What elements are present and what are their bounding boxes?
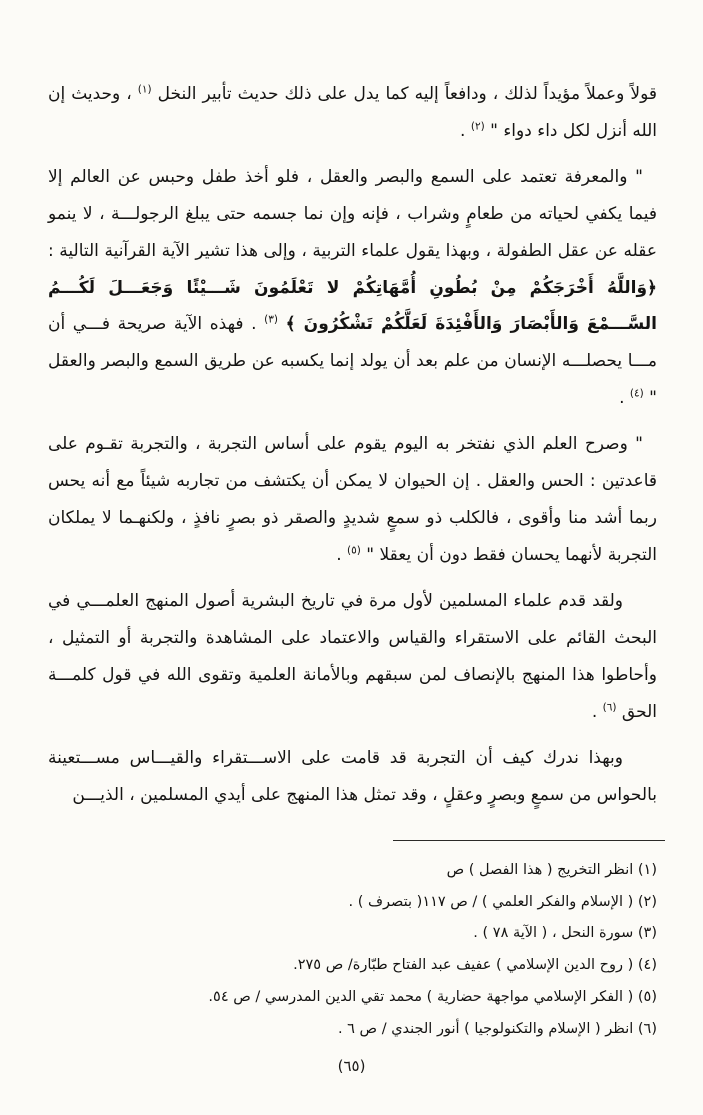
- footnote-ref: (٣): [264, 313, 278, 326]
- footnote-item: (٢) ( الإسلام والفكر العلمي ) / ص ١١٧( بتصرف ) .: [348, 893, 657, 910]
- footnote-ref: (٢): [470, 120, 485, 133]
- paragraph-2-before-verse: " والمعرفة تعتمد على السمع والبصر والعقل ، فلو أخذ طفل وحبس عن العالم إلا فيما يكفي لحياته من طعامٍ وشراب ، فإنه وإن نما جسمه حتى يبلغ الرجولـــة ، لا ينمو عقله عن عقل الطفولة ، وبهذا يقول علماء التربية ، وإلى هذا تشير الآية القرآنية التالية :: [48, 167, 657, 261]
- footnote-item: (١) انظر التخريج ( هذا الفصل ) ص: [446, 861, 657, 878]
- quran-verse: ﴿وَاللَّهُ أَخْرَجَكُمْ مِنْ بُطُونِ أُمَّهَاتِكُمْ لا تَعْلَمُونَ شَـــيْئًا وَجَعَـــلَ لَكُـــمُ السَّـــمْعَ وَالأَبْصَارَ وَالأَفْئِدَةَ لَعَلَّكُمْ تَشْكُرُونَ ﴾: [48, 277, 657, 335]
- footnote-ref: (٥): [347, 543, 361, 556]
- footnote-ref: (١): [137, 83, 152, 96]
- footnote-item: (٣) سورة النحل ، ( الآية ٧٨ ) .: [473, 925, 657, 942]
- footnote-ref: (٦): [602, 700, 617, 713]
- paragraph-2: [48, 159, 657, 416]
- page-number: (٦٥): [337, 1057, 366, 1075]
- paragraph-3: " وصرح العلم الذي نفتخر به اليوم يقوم على أساس التجربة ، والتجربة تقـوم على قاعدتين : الحس والعقل . إن الحيوان لا يمكن أن يكتشف من تجاربه شيئاً مع أنه يحس ربما أشد منا وأقوى ، فالكلب ذو سمعٍ شديدٍ والصقر ذو بصرٍ نافذٍ ، ولكنهـما لا يملكان التجربة لأنهما يحسان فقط دون أن يعقلا " $^{(٥)}$ .: [48, 434, 657, 565]
- footnote-item: (٤) ( روح الدين الإسلامي ) عفيف عبد الفتاح طبّارة/ ص ٢٧٥.: [293, 957, 657, 974]
- footnote-section: [48, 840, 657, 1046]
- footnote-item: (٥) ( الفكر الإسلامي مواجهة حضارية ) محمد تقي الدين المدرسي / ص ٥٤.: [208, 989, 657, 1006]
- footnote-separator: [393, 840, 665, 841]
- paragraph-4: ولقد قدم علماء المسلمين لأول مرة في تاريخ البشرية أصول المنهج العلمـــي في البحث القائم على الاستقراء والقياس والاعتماد على المشاهدة والتجربة أو التمثيل ، وأحاطوا هذا المنهج بالإنصاف لمن سبقهم وبالأمانة العلمية وتقوى الله في قول كلمـــة الحق $^{(٦)}$ .: [48, 591, 657, 722]
- body-text: [48, 76, 657, 814]
- paragraph-1: قولاً وعملاً مؤيداً لذلك ، ودافعاً إليه كما يدل على ذلك حديث تأبير النخل $^{(١)}$ ، وحديث إن الله أنزل لكل داء دواء " $^{(٢)}$ .: [48, 83, 657, 141]
- footnotes-list: [48, 855, 657, 1046]
- paragraph-5: وبهذا ندرك كيف أن التجربة قد قامت على الاســـتقراء والقيـــاس مســـتعينة بالحواس من سمعٍ وبصرٍ وعقلٍ ، وقد تمثل هذا المنهج على أيدي المسلمين ، الذيـــن: [48, 748, 657, 805]
- footnote-item: (٦) انظر ( الإسلام والتكنولوجيا ) أنور الجندي / ص ٦ .: [337, 1021, 657, 1038]
- footnote-ref: (٤): [629, 387, 644, 400]
- paragraph-2-after-verse: $^{(٣)}$ . فهذه الآية صريحة فـــي أن مـــا يحصلـــه الإنسان من علم بعد أن يولد إنما يكسبه عن طريق السمع والبصر والعقل " $^{(٤)}$ .: [48, 313, 657, 408]
